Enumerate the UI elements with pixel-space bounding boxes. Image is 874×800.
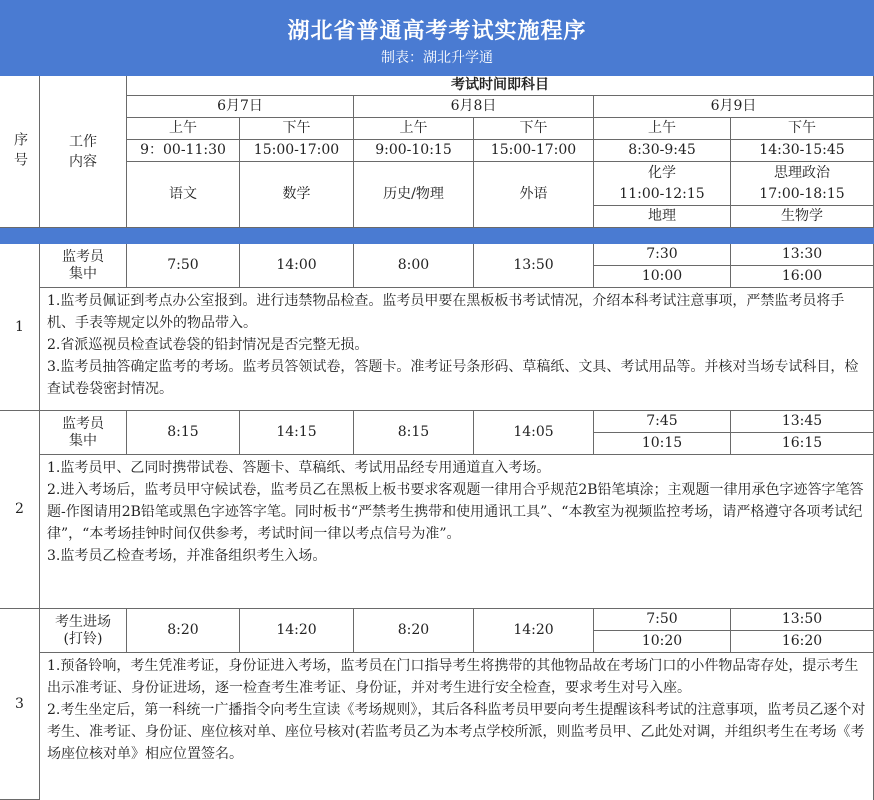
subject-biology: 生物学	[731, 206, 874, 228]
header-day-0607: 6月7日	[127, 96, 354, 118]
subject-time: 11:00-12:15	[594, 184, 731, 206]
row-instructions	[40, 288, 874, 411]
row-work-content: 监考员 集中	[40, 244, 127, 288]
page-title: 湖北省普通高考考试实施程序	[287, 18, 587, 44]
row-time: 10:15	[594, 433, 731, 455]
page-subtitle: 制表：湖北升学通	[381, 50, 493, 66]
instruction-text: 1.预备铃响，考生凭准考证，身份证进入考场，监考员在门口指导考生将携带的其他物品故在考场门口的小件物品寄存处，提示考生出示准考证、身份证进场，逐一检查考生准考证、身份证，并对考生进行安全检查，要求考生对号入座。	[47, 658, 859, 696]
row-time: 13:50	[731, 609, 874, 631]
header-ampm: 上午	[354, 118, 474, 140]
row-seq: 1	[0, 244, 40, 411]
row-time: 16:15	[731, 433, 874, 455]
instruction-text: 2.考生坐定后，第一科统一广播指令向考生宣读《考场规则》，其后各科监考员甲要向考生提醒该科考试的注意事项，监考员乙逐个对考生、准考证、身份证、座位核对单、座位号核对(若监考员乙为本考点学校所派，则监考员甲、乙此处对调，并组织考生在考场《考场座位核对单》相应位置签名。	[47, 702, 866, 762]
row-work-content: 监考员 集中	[40, 411, 127, 455]
header-time: 15:00-17:00	[474, 140, 594, 162]
subject-math: 数学	[240, 162, 354, 228]
row-time: 13:30	[731, 244, 874, 266]
row-time: 14:20	[474, 609, 594, 653]
subject-chinese: 语文	[127, 162, 240, 228]
header-seq: 序号	[0, 76, 40, 228]
row-time: 7:45	[594, 411, 731, 433]
instruction-text: 1.监考员甲、乙同时携带试卷、答题卡、草稿纸、考试用品经专用通道直入考场。	[47, 460, 551, 476]
row-time: 14:15	[240, 411, 354, 455]
row-time: 8:20	[354, 609, 474, 653]
header-day-0609: 6月9日	[594, 96, 874, 118]
header-time: 15:00-17:00	[240, 140, 354, 162]
section-divider	[0, 228, 874, 244]
header-ampm: 下午	[731, 118, 874, 140]
row-instructions	[40, 455, 874, 609]
row-time: 8:00	[354, 244, 474, 288]
instruction-text: 3.监考员乙检查考场，并准备组织考生入场。	[47, 548, 327, 564]
schedule-table	[0, 76, 874, 800]
row-time: 13:50	[474, 244, 594, 288]
row-time: 7:50	[594, 609, 731, 631]
row-time: 8:15	[354, 411, 474, 455]
row-time: 14:00	[240, 244, 354, 288]
subject-time: 17:00-18:15	[731, 184, 874, 206]
row-time: 8:15	[127, 411, 240, 455]
row-time: 7:50	[127, 244, 240, 288]
header-time: 14:30-15:45	[731, 140, 874, 162]
instruction-text: 3.监考员抽答确定监考的考场。监考员答领试卷，答题卡。准考证号条形码、草稿纸、文具、考试用品等。并核对当场专试科目，检查试卷袋密封情况。	[47, 359, 859, 397]
instruction-text: 2.省派巡视员检查试卷袋的铅封情况是否完整无损。	[47, 337, 369, 353]
row-work-content: 考生进场 (打铃)	[40, 609, 127, 653]
row-time: 16:00	[731, 266, 874, 288]
row-time: 13:45	[731, 411, 874, 433]
subject-geography: 地理	[594, 206, 731, 228]
row-time: 8:20	[127, 609, 240, 653]
row-time: 14:05	[474, 411, 594, 455]
row-seq: 2	[0, 411, 40, 609]
row-seq: 3	[0, 609, 40, 800]
header-ampm: 下午	[240, 118, 354, 140]
subject-chemistry: 化学	[594, 162, 731, 184]
row-time: 10:00	[594, 266, 731, 288]
header-time: 8:30-9:45	[594, 140, 731, 162]
header-day-0608: 6月8日	[354, 96, 594, 118]
subject-foreign-language: 外语	[474, 162, 594, 228]
header-ampm: 下午	[474, 118, 594, 140]
row-time: 16:20	[731, 631, 874, 653]
subject-history-physics: 历史/物理	[354, 162, 474, 228]
row-time: 14:20	[240, 609, 354, 653]
row-time: 10:20	[594, 631, 731, 653]
title-banner	[0, 0, 874, 76]
subject-politics: 思理政治	[731, 162, 874, 184]
row-time: 7:30	[594, 244, 731, 266]
header-exam-time: 考试时间即科目	[127, 76, 874, 96]
header-work-content: 工作 内容	[40, 76, 127, 228]
instruction-text: 1.监考员佩证到考点办公室报到。进行违禁物品检查。监考员甲要在黑板板书考试情况，介绍本科考试注意事项，严禁监考员将手机、手表等规定以外的物品带入。	[47, 293, 845, 331]
header-time: 9:00-10:15	[354, 140, 474, 162]
instruction-text: 2.进入考场后，监考员甲守候试卷，监考员乙在黑板上板书要求客观题一律用合乎规范2B铅笔填涂；主观题一律用承色字迹答字笔答题-作图请用2B铅笔或黑色字迹答字笔。同时板书“严禁考生携带和使用通讯工具”、“本教室为视频监控考场，请严格遵守各项考试纪律”，“本考场挂钟时间仅供参考，考试时间一律以考点信号为准”。	[47, 482, 864, 542]
header-time: 9：00-11:30	[127, 140, 240, 162]
row-instructions	[40, 653, 874, 800]
header-ampm: 上午	[127, 118, 240, 140]
header-ampm: 上午	[594, 118, 731, 140]
